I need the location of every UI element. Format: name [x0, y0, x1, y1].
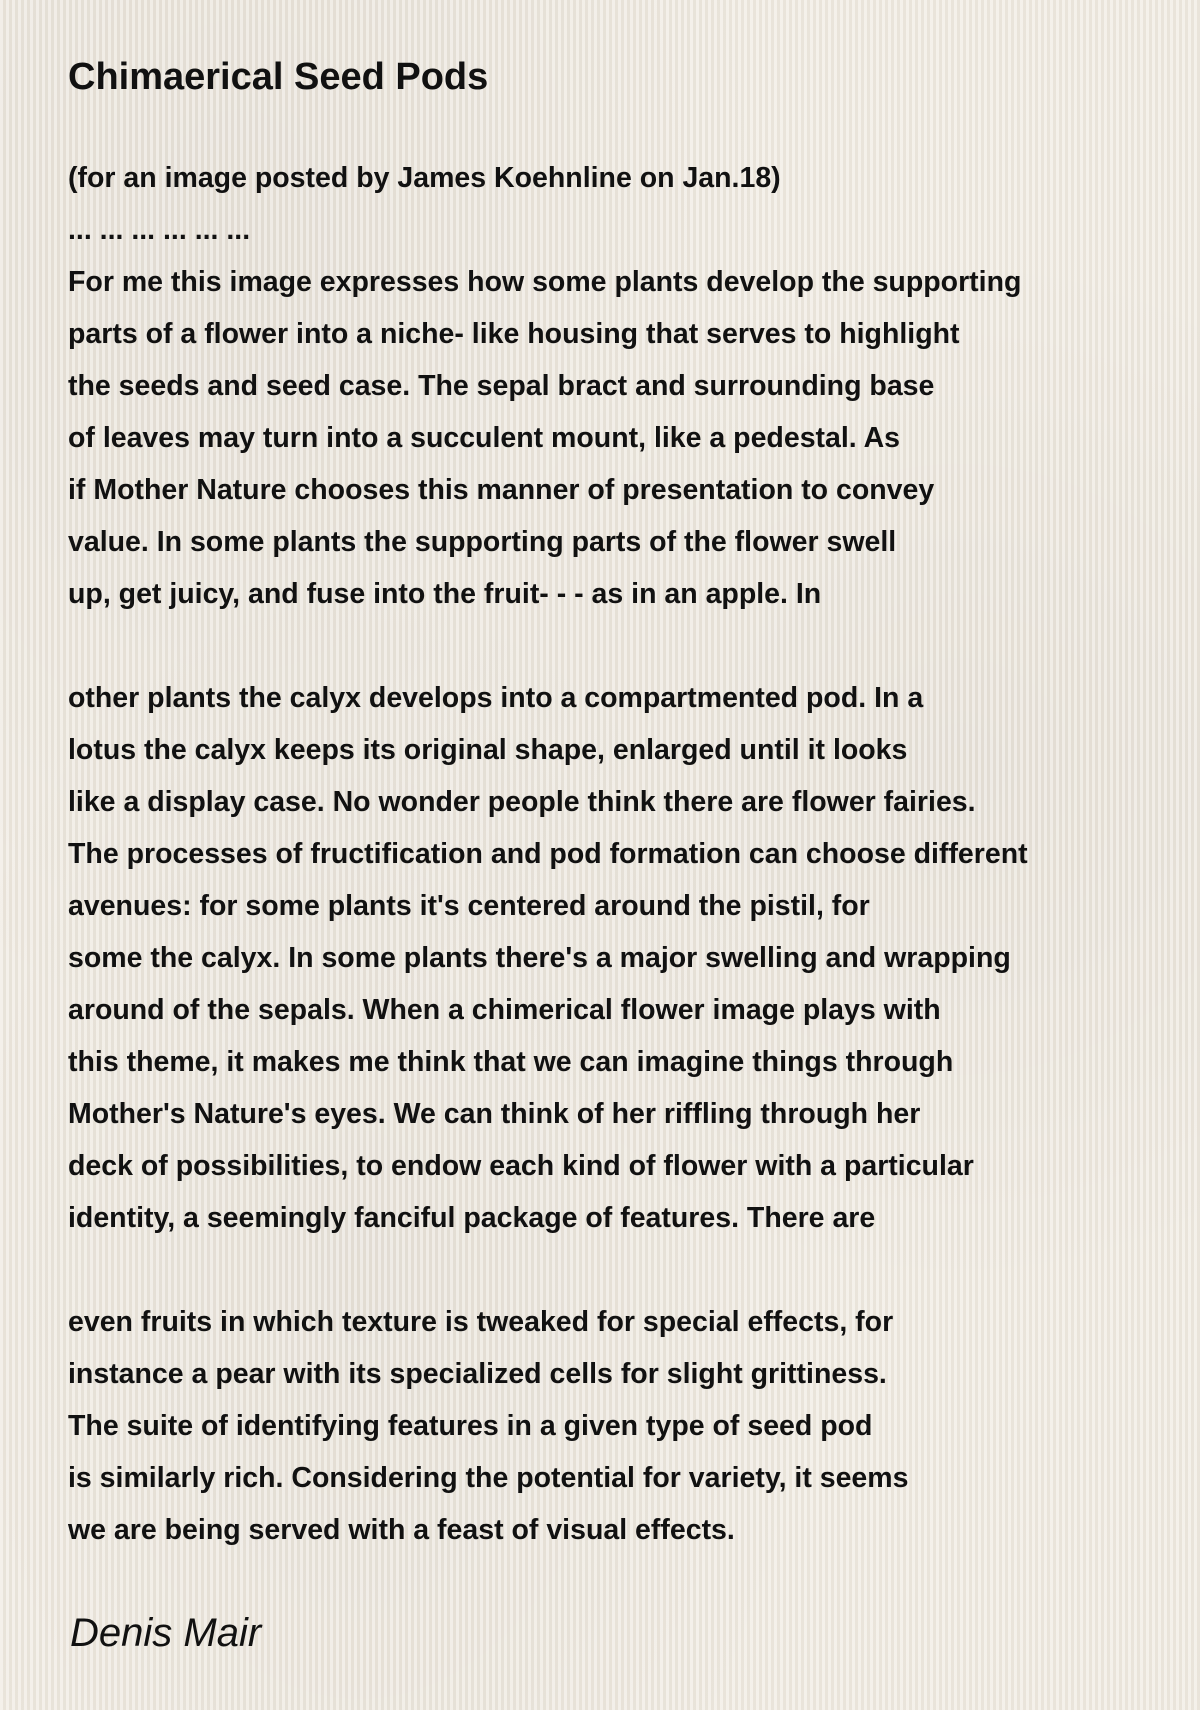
- poem-author: Denis Mair: [70, 1611, 262, 1655]
- poem-line: some the calyx. In some plants there's a major swelling and wrapping: [68, 942, 1011, 974]
- poem-line: like a display case. No wonder people think there are flower fairies.: [68, 786, 976, 818]
- poem-line: we are being served with a feast of visual effects.: [68, 1514, 735, 1546]
- poem-line: instance a pear with its specialized cells for slight grittiness.: [68, 1358, 887, 1390]
- poem-line: value. In some plants the supporting parts of the flower swell: [68, 526, 897, 558]
- poem-line: ... ... ... ... ... ...: [68, 214, 251, 246]
- stanza-break: [68, 620, 1028, 672]
- poem-line: The processes of fructification and pod formation can choose different: [68, 838, 1028, 870]
- poem-line: this theme, it makes me think that we can imagine things through: [68, 1046, 954, 1078]
- poem-line: is similarly rich. Considering the potential for variety, it seems: [68, 1462, 909, 1494]
- poem-line: For me this image expresses how some plants develop the supporting: [68, 266, 1022, 298]
- poem-line: parts of a flower into a niche- like housing that serves to highlight: [68, 318, 960, 350]
- poem-line: identity, a seemingly fanciful package of features. There are: [68, 1202, 876, 1234]
- poem-line: the seeds and seed case. The sepal bract and surrounding base: [68, 370, 935, 402]
- poem-body: [68, 152, 1028, 1556]
- stanza-break: [68, 1244, 1028, 1296]
- poem-line: even fruits in which texture is tweaked for special effects, for: [68, 1306, 894, 1338]
- poem-line: other plants the calyx develops into a compartmented pod. In a: [68, 682, 924, 714]
- poem-title: Chimaerical Seed Pods: [68, 56, 489, 98]
- poem-line: avenues: for some plants it's centered around the pistil, for: [68, 890, 870, 922]
- poem-line: lotus the calyx keeps its original shape, enlarged until it looks: [68, 734, 908, 766]
- poem-line: Mother's Nature's eyes. We can think of her riffling through her: [68, 1098, 921, 1130]
- poem-line: up, get juicy, and fuse into the fruit- - - as in an apple. In: [68, 578, 822, 610]
- poem-line: around of the sepals. When a chimerical flower image plays with: [68, 994, 941, 1026]
- poem-line: if Mother Nature chooses this manner of presentation to convey: [68, 474, 935, 506]
- poem-line: The suite of identifying features in a given type of seed pod: [68, 1410, 873, 1442]
- poem-line: of leaves may turn into a succulent mount, like a pedestal. As: [68, 422, 901, 454]
- poem-line: (for an image posted by James Koehnline on Jan.18): [68, 162, 781, 194]
- poem-line: deck of possibilities, to endow each kind of flower with a particular: [68, 1150, 974, 1182]
